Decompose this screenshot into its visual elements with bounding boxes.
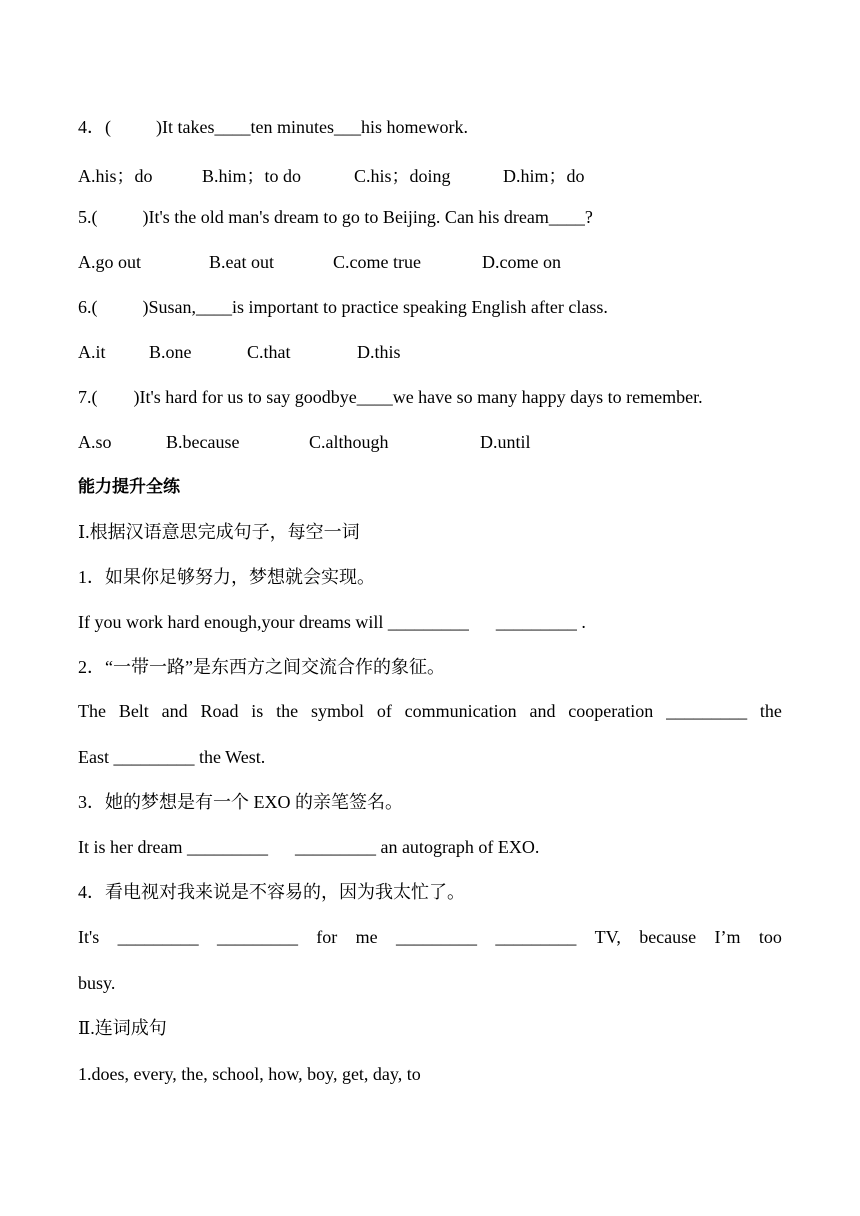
part2-title: Ⅱ.连词成句: [78, 1018, 167, 1038]
q7-option-b: B.because: [166, 432, 240, 452]
q4-option-d: D.him；do: [503, 166, 585, 186]
sentence-2-english-cont: East _________ the West.: [78, 747, 266, 767]
word: and: [529, 701, 556, 721]
sentence-1-english: If you work hard enough,your dreams will _________ _________ .: [78, 612, 586, 632]
q4-line: 4．( )It takes____ten minutes___his homework.: [78, 117, 468, 137]
word: It's: [78, 927, 100, 947]
part1-title: Ⅰ.根据汉语意思完成句子，每空一词: [78, 522, 360, 542]
word: and: [161, 701, 188, 721]
q4-option-a: A.his；do: [78, 166, 153, 186]
sentence-2-chinese: 2．“一带一路”是东西方之间交流合作的象征。: [78, 657, 445, 677]
word: too: [758, 927, 782, 947]
word: because: [639, 927, 697, 947]
q7-option-a: A.so: [78, 432, 112, 452]
word: Belt: [118, 701, 149, 721]
word: is: [251, 701, 264, 721]
word: the: [276, 701, 299, 721]
blank: _________: [666, 701, 748, 721]
sentence-3-chinese: 3．她的梦想是有一个 EXO 的亲笔签名。: [78, 792, 403, 812]
word: I’m: [714, 927, 741, 947]
sentence-3-english: It is her dream _________ _________ an autograph of EXO.: [78, 837, 540, 857]
section-title: 能力提升全练: [78, 477, 180, 497]
q6-option-c: C.that: [247, 342, 291, 362]
q6-option-a: A.it: [78, 342, 106, 362]
q6-line: 6.( )Susan,____is important to practice speaking English after class.: [78, 297, 608, 317]
blank: _________: [495, 927, 577, 947]
q7-option-c: C.although: [309, 432, 389, 452]
q6-option-d: D.this: [357, 342, 401, 362]
word: The: [78, 701, 106, 721]
sentence-4-english-cont: busy.: [78, 973, 116, 993]
sentence-4-chinese: 4．看电视对我来说是不容易的，因为我太忙了。: [78, 882, 465, 902]
word: for: [316, 927, 338, 947]
q5-option-c: C.come true: [333, 252, 421, 272]
word: communication: [404, 701, 517, 721]
q6-option-b: B.one: [149, 342, 192, 362]
word: Road: [200, 701, 239, 721]
q7-option-d: D.until: [480, 432, 531, 452]
word: cooperation: [568, 701, 654, 721]
word: of: [376, 701, 392, 721]
blank: _________: [216, 927, 298, 947]
blank: _________: [117, 927, 199, 947]
q5-option-d: D.come on: [482, 252, 561, 272]
sentence-2-english: [78, 701, 782, 722]
q5-line: 5.( )It's the old man's dream to go to Beijing. Can his dream____?: [78, 207, 593, 227]
word: the: [759, 701, 782, 721]
sentence-4-english: [78, 927, 782, 948]
q4-option-c: C.his；doing: [354, 166, 451, 186]
word: symbol: [310, 701, 364, 721]
q5-option-a: A.go out: [78, 252, 141, 272]
word: TV,: [594, 927, 621, 947]
q7-line: 7.( )It's hard for us to say goodbye____we have so many happy days to remember.: [78, 387, 703, 407]
part2-question-1: 1.does, every, the, school, how, boy, get, day, to: [78, 1064, 421, 1084]
blank: _________: [395, 927, 477, 947]
q5-option-b: B.eat out: [209, 252, 274, 272]
sentence-1-chinese: 1．如果你足够努力，梦想就会实现。: [78, 567, 375, 587]
word: me: [355, 927, 378, 947]
q4-option-b: B.him；to do: [202, 166, 302, 186]
